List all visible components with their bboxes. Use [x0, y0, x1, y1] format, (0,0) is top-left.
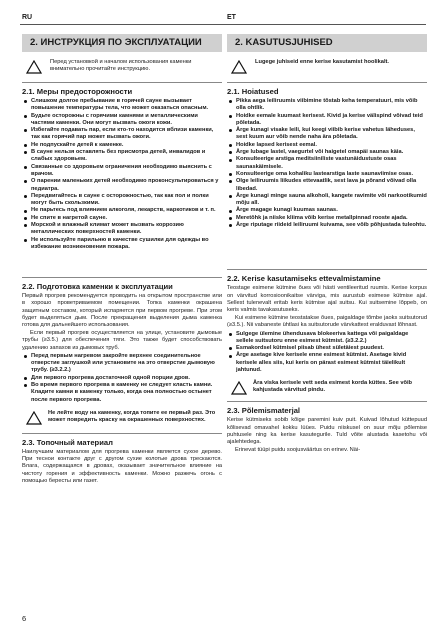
list-item: Hoidke lapsed kerisest eemal. [227, 142, 427, 149]
subsection-title-preparation: 2.2. Подготовка каменки к эксплуатации [22, 282, 173, 292]
page-number: 6 [22, 614, 27, 623]
list-item: Ärge lubage lastel, vaegurtel või haigetel omapäi saunas käia. [227, 149, 427, 156]
precautions-list [22, 98, 222, 251]
list-item: Во время первого прогрева в каменку не следует класть камни. Кладите камни в каменку только, когда она полностью остынет после первого прогрева. [22, 382, 222, 404]
list-item: Meretõhk ja niiske kliima võib kerise metallpinnad rooste ajada. [227, 215, 427, 222]
subsection-title-warnings: 2.1. Hoiatused [227, 87, 279, 96]
list-item: Связанные со здоровьем ограничения необходимо выяснить с врачом. [22, 164, 222, 179]
list-item: Ärge magage kunagi kuumas saunas. [227, 207, 427, 214]
list-item: Pikka aega leiliruumis viibimine tõstab keha temperatuuri, mis võib olla ohtlik. [227, 98, 427, 113]
note-block [22, 410, 222, 425]
paragraph: Erinevat tüüpi puidu soojusväärtus on erinev. Näi- [235, 447, 361, 454]
warning-triangle-icon [231, 60, 247, 74]
warning-triangle-icon [26, 60, 42, 74]
list-item: Морской и влажный климат может вызвать коррозию металлических поверхностей каменки. [22, 222, 222, 237]
divider [22, 277, 222, 278]
list-item: Esmakordsel kütmisel piisab ühest sületäiest puudest. [227, 345, 427, 352]
column-russian [22, 34, 222, 485]
list-item: Не спите в нагретой сауне. [22, 215, 222, 222]
note-text: Ära viska kerisele vett seda esimest korda küttes. See võib kahjustada värvitud pindu. [253, 380, 413, 394]
paragraph: Наилучшим материалом для прогрева каменки является сухое дерево. При теснои контакте друг с другом сухие колотые дрова трескаются. Влага, содержащаяся в дровах, оказывает значительное влияние на чистоту горения и эффективность каменки. Можно разжечь огонь с помощью бересты или газет. [22, 448, 222, 484]
subsection-title-fuel: 2.3. Põlemismaterjal [227, 406, 301, 416]
paragraph: Kerise kütmiseks sobib kõige paremini kuiv puit. Kuivad lõhutud küttepuud kõlisevad omavahel kokku lüües. Puidu niiskusel on suur mõju põlemise puhtusele ning ka kerise kasutegurile. Tuld võite alustada kasetohu või ajalehtedega. [227, 417, 427, 445]
warning-triangle-icon [26, 411, 42, 425]
list-item: Не используйте парильню в качестве сушилки для одежды во избежание возникновения пожара. [22, 237, 222, 252]
list-item: Не подпускайте детей к каменке. [22, 142, 222, 149]
list-item: Konsulteerige oma kohaliku lastearstiga laste saunaviimise osas. [227, 171, 427, 178]
list-item: Konsulteerige arstiga meditsiiniliste vastunäidustuste osas saunaskäimisele. [227, 156, 427, 171]
list-item: В сауне нельзя оставлять без присмотра детей, инвалидов и слабых здоровьем. [22, 149, 222, 164]
list-item: Передвигайтесь в сауне с осторожностью, так как пол и полки могут быть скользкими. [22, 193, 222, 208]
section-title: 2. ИНСТРУКЦИЯ ПО ЭКСПЛУАТАЦИИ [22, 34, 222, 52]
language-code-et: ET [227, 14, 236, 21]
paragraph: Первый прогрев рекомендуется проводить на открытом пространстве или в хорошо проветриваемом помещении. Топка каменки окрашена защитным составом, который испаряется при первом прогреве. При этом будет выделяться дым. После прекращения выделения дыма каменка готова для дальнейшего использования. [22, 293, 222, 329]
list-item: Будьте осторожны с горячими камнями и металлическими частями каменки. Они могут вызвать ожоги кожи. [22, 113, 222, 128]
note-text: Не лейте воду на каменку, когда топите ее первый раз. Это может повредить краску на окрашенных поверхностях. [48, 409, 216, 423]
warning-triangle-icon [231, 381, 247, 395]
paragraph: Teostage esimene kütmine õues või hästi ventileeritud ruumis. Kerise korpus on värvitud korrosioonikaitse värviga, mis aurustub esimese kütmise ajal. Sellest tulenevalt eritab keris kütmise ajal suitsu. Kui suitsemine lõppeb, on keris valmis tavakasutuseks. [227, 285, 427, 313]
warning-text: Lugege juhiseid enne kerise kasutamist hoolikalt. [255, 59, 390, 65]
list-item: Ärge riputage riideid leiliruumi kuivama, see võib põhjustada tuleohtu. [227, 222, 427, 229]
list-item: Для первого прогрева достаточной одной порции дров. [22, 375, 222, 382]
list-item: Olge leiliruumis liikudes ettevaatlik, sest lava ja põrand võivad olla libedad. [227, 178, 427, 193]
list-item: Избегайте подавать пар, если кто-то находится вблизи каменки, так как горячий пар может вызвать ожоги. [22, 127, 222, 142]
divider [22, 433, 222, 434]
preparation-list [22, 353, 222, 404]
list-item: Ärge asetage kive kerisele enne esimest kütmist. Asetage kivid kerisele alles siis, kui keris on pärast esimest kütmist täielikult jahtunud. [227, 352, 427, 374]
paragraph: Kui esimene kütmine teostatakse õues, paigaldage tõmbe jaoks suitsutorud (≥3.5.). Nii vabaneste ühtlasi ka suitsutorude värvkattest eralduvast lõhnast. [227, 315, 427, 329]
subsection-title-precautions: 2.1. Меры предосторожности [22, 87, 133, 96]
divider [22, 82, 222, 83]
list-item: О парении маленьких детей необходимо проконсультироваться у педиатра. [22, 178, 222, 193]
column-estonian [227, 34, 427, 454]
warnings-list [227, 98, 427, 229]
warning-block [227, 59, 427, 74]
divider [227, 82, 427, 83]
preparation-list [227, 331, 427, 375]
warning-block [22, 59, 222, 74]
subsection-title-fuel: 2.3. Топочный материал [22, 437, 113, 447]
list-item: Hoidke eemale kuumast kerisest. Kivid ja kerise välispind võivad teid põletada. [227, 113, 427, 128]
list-item: Перед первым нагревом закройте верхнее соединительное отверстие заглушкой или установите на это отверстие дымовую трубу. (≥3.2.2.) [22, 353, 222, 375]
list-item: Ärge kunagi minge sauna alkoholi, kangete ravimite või narkootikumid mõju all. [227, 193, 427, 208]
note-block [227, 380, 427, 395]
divider [227, 401, 427, 402]
list-item: Ärge kunagi visake leili, kui keegi viibib kerise vahetus läheduses, sest kuum aur võib nende naha ära põletada. [227, 127, 427, 142]
list-item: Sulgege ülemine ühendusava blokeeriva kattega või paigaldage sellele suitsutoru enne esimest kütmist. (≥3.2.2.) [227, 331, 427, 346]
list-item: Слишком долгое пребывание в горячей сауне вызывает повышение температуры тела, что может оказаться опасным. [22, 98, 222, 113]
language-code-ru: RU [22, 14, 33, 21]
divider [227, 269, 427, 270]
list-item: Не парьтесь под влиянием алкоголя, лекарств, наркотиков и т. п. [22, 207, 222, 214]
header-divider [20, 24, 426, 25]
paragraph: Если первый прогрев осуществляется на улице, установите дымовые трубы (≥3.5.) для обеспечения тяги. Это также будет способствовать удалению запахов из дымовых труб. [22, 330, 222, 351]
subsection-title-preparation: 2.2. Kerise kasutamiseks ettevalmistamine [227, 274, 381, 284]
warning-text: Перед установкой и началом использования каменки внимательно прочитайте инструкцию. [50, 59, 192, 72]
section-title: 2. KASUTUSJUHISED [227, 34, 427, 52]
